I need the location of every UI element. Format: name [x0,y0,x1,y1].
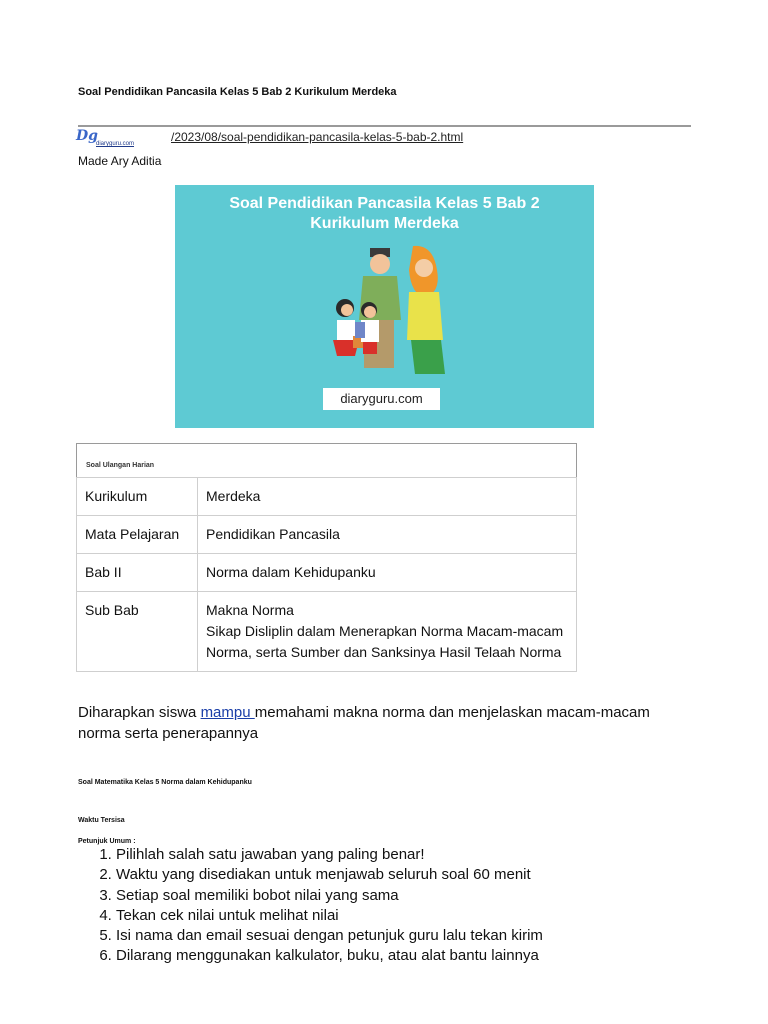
table-key: Bab II [77,554,198,592]
table-row [77,516,577,554]
table-row [77,478,577,516]
list-item: 2. Waktu yang disediakan untuk menjawab seluruh soal 60 menit [116,865,543,885]
mother-skirt [411,340,445,374]
table-value: Merdeka [198,478,577,516]
mampu-link[interactable]: mampu [200,704,255,721]
quiz-title: Soal Matematika Kelas 5 Norma dalam Kehidupanku [78,779,252,786]
intro-paragraph [78,702,678,744]
mother-face [415,259,433,277]
document-title: Soal Pendidikan Pancasila Kelas 5 Bab 2 Kurikulum Merdeka [78,86,397,98]
sub-bab-line1: Makna Norma [206,602,294,618]
meta-label: Soal Ulangan Harian [86,462,155,469]
site-logo[interactable] [76,128,138,150]
hero-title-line2: Kurikulum Merdeka [310,215,459,232]
table-key: Mata Pelajaran [77,516,198,554]
intro-text-after: memahami makna norma dan menjelaskan macam-macam norma serta penerapannya [78,704,650,742]
timer-label: Waktu Tersisa [78,817,125,824]
instructions-label: Petunjuk Umum : [78,838,136,845]
boy-backpack [355,322,365,338]
author-name: Made Ary Aditia [78,154,162,168]
father-head [370,254,390,274]
list-item: 1. Pilihlah salah satu jawaban yang paling benar! [116,845,543,865]
list-item: 3. Setiap soal memiliki bobot nilai yang sama [116,886,543,906]
list-item: 5. Isi nama dan email sesuai dengan petunjuk guru lalu tekan kirim [116,926,543,946]
girl-shirt [337,320,355,340]
table-value: Pendidikan Pancasila [198,516,577,554]
logo-mark: Dg [76,128,98,144]
logo-site-text: diaryguru.com [96,141,135,147]
sub-bab-line2: Sikap Disliplin dalam Menerapkan Norma Macam-macam Norma, serta Sumber dan Sanksinya Hasil Telaah Norma [206,623,564,660]
boy-face [364,306,376,318]
meta-box [76,443,577,477]
table-key: Kurikulum [77,478,198,516]
girl-face [341,304,353,316]
hero-title-line1: Soal Pendidikan Pancasila Kelas 5 Bab 2 [229,195,540,212]
table-value: Norma dalam Kehidupanku [198,554,577,592]
rules-list [78,845,543,967]
info-table [76,477,577,672]
table-value [198,592,577,672]
list-item: 4. Tekan cek nilai untuk melihat nilai [116,906,543,926]
boy-shorts [363,342,377,354]
hero-banner [175,185,594,428]
table-row [77,592,577,672]
table-key: Sub Bab [77,592,198,672]
list-item: 6. Dilarang menggunakan kalkulator, buku, atau alat bantu lainnya [116,946,543,966]
hero-site-label: diaryguru.com [323,388,440,410]
mother-shirt [407,292,443,340]
article-url-link[interactable]: /2023/08/soal-pendidikan-pancasila-kelas-5-bab-2.html [171,130,464,144]
header-divider [78,125,691,127]
table-row [77,554,577,592]
intro-text-before: Diharapkan siswa [78,704,201,721]
family-illustration [315,240,465,385]
